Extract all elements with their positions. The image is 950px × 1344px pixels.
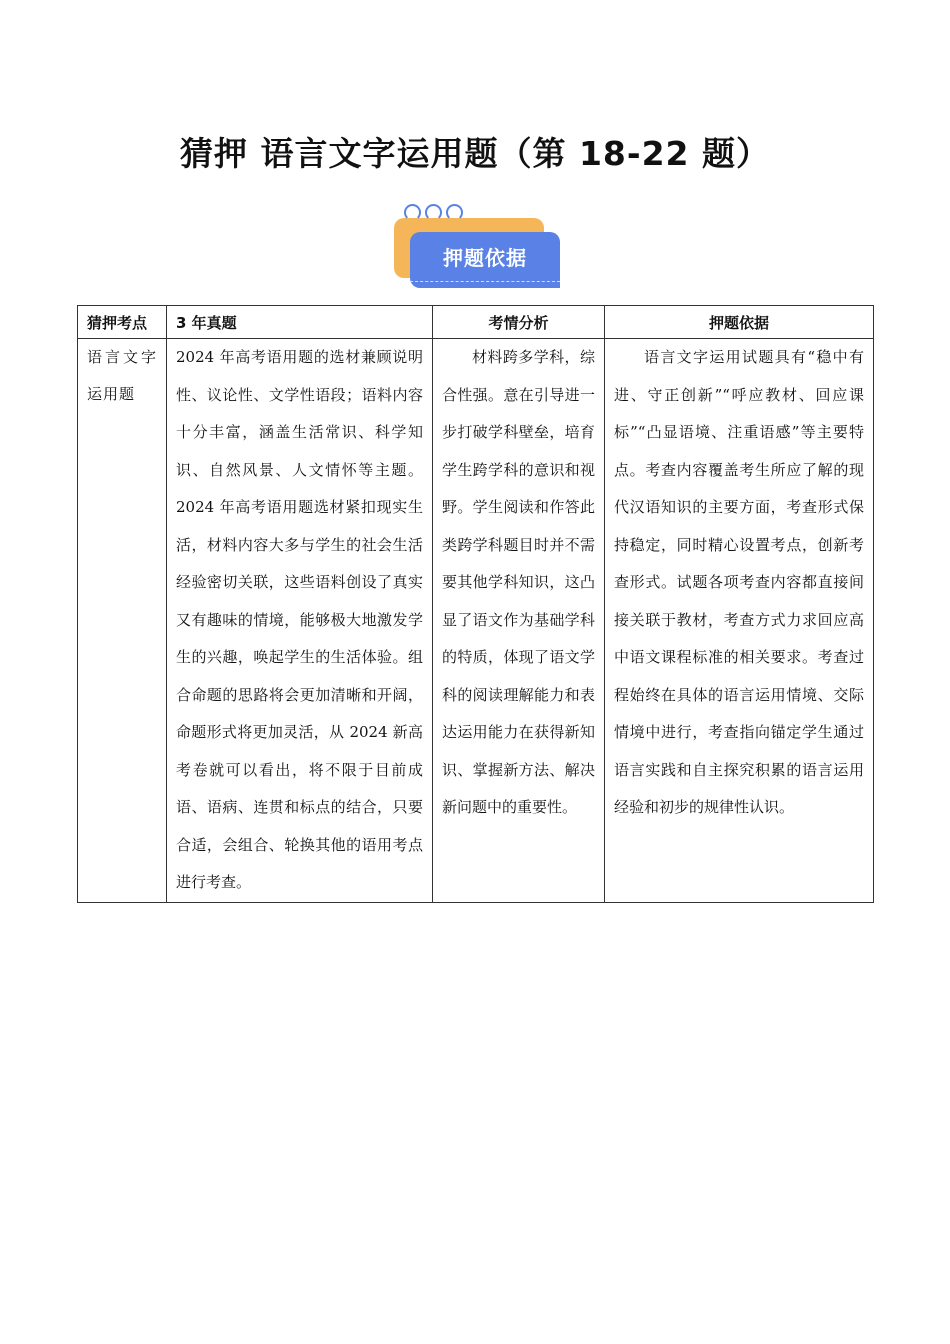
header-analysis: 考情分析 bbox=[433, 306, 605, 339]
table-header-row bbox=[78, 306, 874, 339]
exam-table bbox=[77, 305, 874, 903]
cell-real-exam: 2024 年高考语用题的选材兼顾说明性、议论性、文学性语段；语料内容十分丰富，涵盖生活常识、科学知识、自然风景、人文情怀等主题。2024 年高考语用题选材紧扣现实生活，材料内容大多与学生的社会生活经验密切关联，这些语料创设了真实又有趣味的情境，能够极大地激发学生的兴趣，唤起学生的生活体验。组合命题的思路将会更加清晰和开阔，命题形式将更加灵活，从 2024 新高考卷就可以看出，将不限于目前成语、语病、连贯和标点的结合，只要合适，会组合、轮换其他的语用考点进行考查。 bbox=[167, 339, 433, 903]
badge-label: 押题依据 bbox=[410, 232, 560, 288]
cell-topic: 语言文字运用题 bbox=[78, 339, 167, 903]
binder-rings-icon bbox=[404, 204, 467, 224]
header-real-exam: 3 年真题 bbox=[167, 306, 433, 339]
header-topic: 猜押考点 bbox=[78, 306, 167, 339]
basis-text: 语言文字运用试题具有“稳中有进、守正创新”“呼应教材、回应课标”“凸显语境、注重语感”等主要特点。考查内容覆盖考生所应了解的现代汉语知识的主要方面，考查形式保持稳定，同时精心设置考点，创新考查形式。试题各项考查内容都直接间接关联于教材，考查方式力求回应高中语文课程标准的相关要求。考查过程始终在具体的语言运用情境、交际情境中进行，考查指向锚定学生通过语言实践和自主探究积累的语言运用经验和初步的规律性认识。 bbox=[614, 348, 864, 816]
header-basis: 押题依据 bbox=[605, 306, 874, 339]
cell-analysis bbox=[433, 339, 605, 903]
section-badge bbox=[394, 204, 564, 290]
cell-basis bbox=[605, 339, 874, 903]
page-title: 猜押 语言文字运用题（第 18-22 题） bbox=[179, 134, 770, 173]
table-row bbox=[78, 339, 874, 903]
analysis-text: 材料跨多学科，综合性强。意在引导进一步打破学科壁垒，培育学生跨学科的意识和视野。学生阅读和作答此类跨学科题目时并不需要其他学科知识，这凸显了语文作为基础学科的特质，体现了语文学科的阅读理解能力和表达运用能力在获得新知识、掌握新方法、解决新问题中的重要性。 bbox=[442, 348, 595, 816]
